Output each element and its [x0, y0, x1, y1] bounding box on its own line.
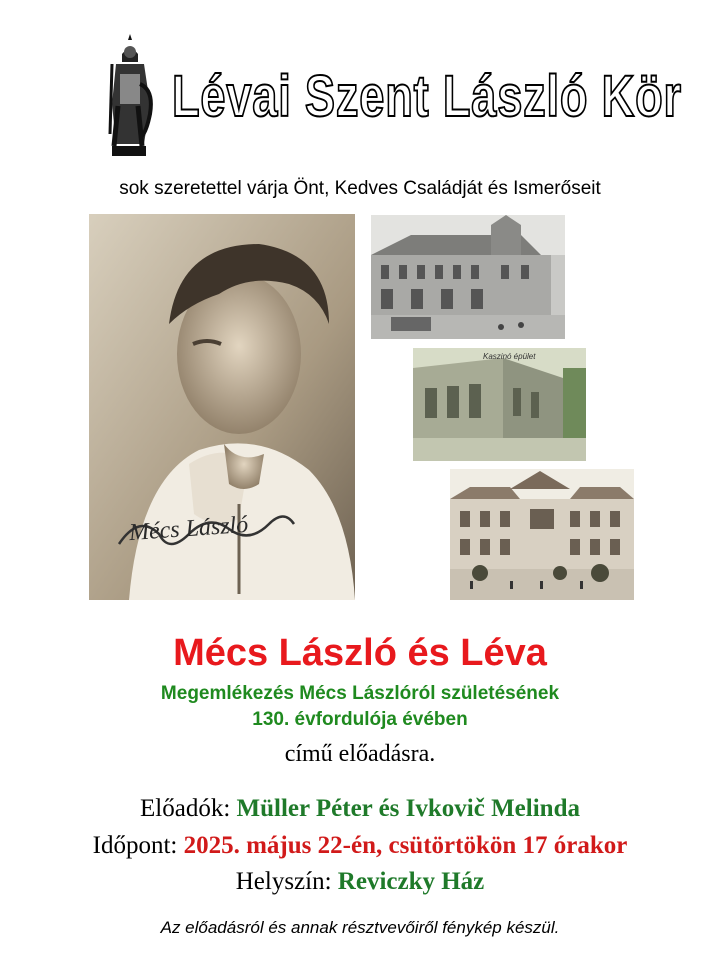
event-title: Mécs László és Léva [173, 632, 547, 674]
portrait-photo [89, 214, 355, 600]
place-value: Reviczky Ház [337, 868, 485, 895]
portrait-signature: Mécs László [128, 511, 250, 547]
time-label: Időpont: [92, 832, 178, 859]
building-photo-3 [450, 469, 634, 600]
time-row [0, 832, 720, 860]
footer-note: Az előadásról és annak résztvevőiről fénykép készül. [160, 918, 560, 937]
org-title: Lévai Szent László Kör [172, 64, 682, 129]
place-row [0, 868, 720, 896]
building-photo-2 [413, 348, 586, 461]
event-subtitle-line-2: 130. évfordulója évében [252, 709, 468, 730]
event-subtitle-line-3: című előadásra. [284, 741, 436, 767]
speakers-value: Müller Péter és Ivkovič Melinda [236, 795, 580, 822]
building-photo-1 [371, 215, 565, 339]
building-photo-2-caption: Kaszinó épület [483, 352, 536, 361]
invitation-line: sok szeretettel várja Önt, Kedves Családját és Ismerőseit [119, 178, 601, 199]
speakers-row [0, 795, 720, 823]
place-label: Helyszín: [235, 868, 332, 895]
time-value: 2025. május 22-én, csütörtökön 17 órakor [183, 832, 628, 859]
event-subtitle-line-1: Megemlékezés Mécs Lászlóról születésének [160, 683, 560, 704]
saint-ladislaus-statue-icon [104, 34, 156, 158]
speakers-label: Előadók: [140, 795, 231, 822]
